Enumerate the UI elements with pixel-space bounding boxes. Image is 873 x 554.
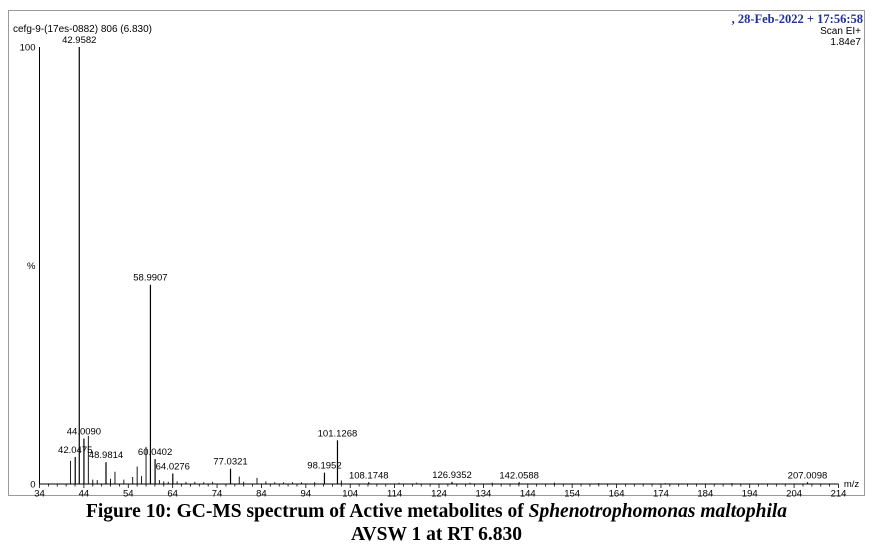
x-tick-label: 124 bbox=[431, 488, 447, 500]
y-tick-label: 100 bbox=[19, 42, 36, 54]
peak-label: 207.0098 bbox=[787, 470, 828, 482]
peak-label: 42.9582 bbox=[62, 35, 97, 46]
x-tick-label: 34 bbox=[34, 488, 45, 500]
intensity-scale-label: 1.84e7 bbox=[830, 37, 861, 48]
x-tick-label: 194 bbox=[741, 488, 758, 500]
x-tick-label: 44 bbox=[78, 488, 90, 500]
x-tick-label: 174 bbox=[653, 488, 669, 500]
acquisition-date: , 28-Feb-2022 + 17:56:58 bbox=[731, 12, 863, 26]
x-tick-label: 134 bbox=[475, 488, 492, 500]
x-tick-label: 104 bbox=[342, 488, 359, 500]
x-axis-label: m/z bbox=[843, 479, 860, 490]
peak-label: 58.9907 bbox=[133, 272, 168, 284]
x-tick-label: 164 bbox=[608, 488, 625, 500]
caption-prefix: Figure 10: GC-MS spectrum of Active metabolites of bbox=[85, 501, 529, 522]
peak-label: 44.0090 bbox=[66, 426, 102, 438]
x-tick-label: 74 bbox=[211, 488, 223, 500]
x-tick-label: 64 bbox=[167, 488, 178, 500]
caption-line-2: AVSW 1 at RT 6.830 bbox=[350, 524, 523, 545]
caption-species: Sphenotrophomonas maltophila bbox=[528, 501, 788, 522]
x-tick-label: 154 bbox=[564, 488, 581, 500]
x-tick-label: 204 bbox=[786, 488, 803, 500]
peak-label: 48.9814 bbox=[88, 450, 124, 462]
x-tick-label: 214 bbox=[830, 488, 847, 500]
peak-label: 142.0588 bbox=[499, 470, 539, 482]
figure-caption bbox=[0, 500, 873, 546]
caption-line-1 bbox=[0, 500, 873, 523]
peak-label: 77.0321 bbox=[213, 456, 248, 468]
scan-mode-label: Scan EI+ bbox=[820, 26, 861, 37]
peak-label: 60.0402 bbox=[137, 447, 173, 459]
x-tick-label: 144 bbox=[519, 488, 536, 500]
peak-label: 42.0475 bbox=[58, 444, 93, 456]
y-tick-label: % bbox=[27, 261, 36, 272]
x-tick-label: 94 bbox=[300, 488, 312, 500]
x-tick-label: 54 bbox=[122, 488, 134, 500]
peak-label: 64.0276 bbox=[155, 461, 190, 473]
peak-label: 108.1748 bbox=[348, 470, 389, 482]
y-tick-label: 0 bbox=[30, 479, 36, 491]
x-tick-label: 84 bbox=[256, 488, 267, 500]
peak-label: 101.1268 bbox=[317, 428, 358, 440]
sample-id-label: cefg-9-(17es-0882) 806 (6.830) bbox=[13, 24, 152, 35]
peak-label: 98.1952 bbox=[307, 460, 342, 472]
x-tick-label: 184 bbox=[697, 488, 714, 500]
peak-label: 126.9352 bbox=[432, 469, 472, 481]
x-tick-label: 114 bbox=[387, 488, 403, 500]
